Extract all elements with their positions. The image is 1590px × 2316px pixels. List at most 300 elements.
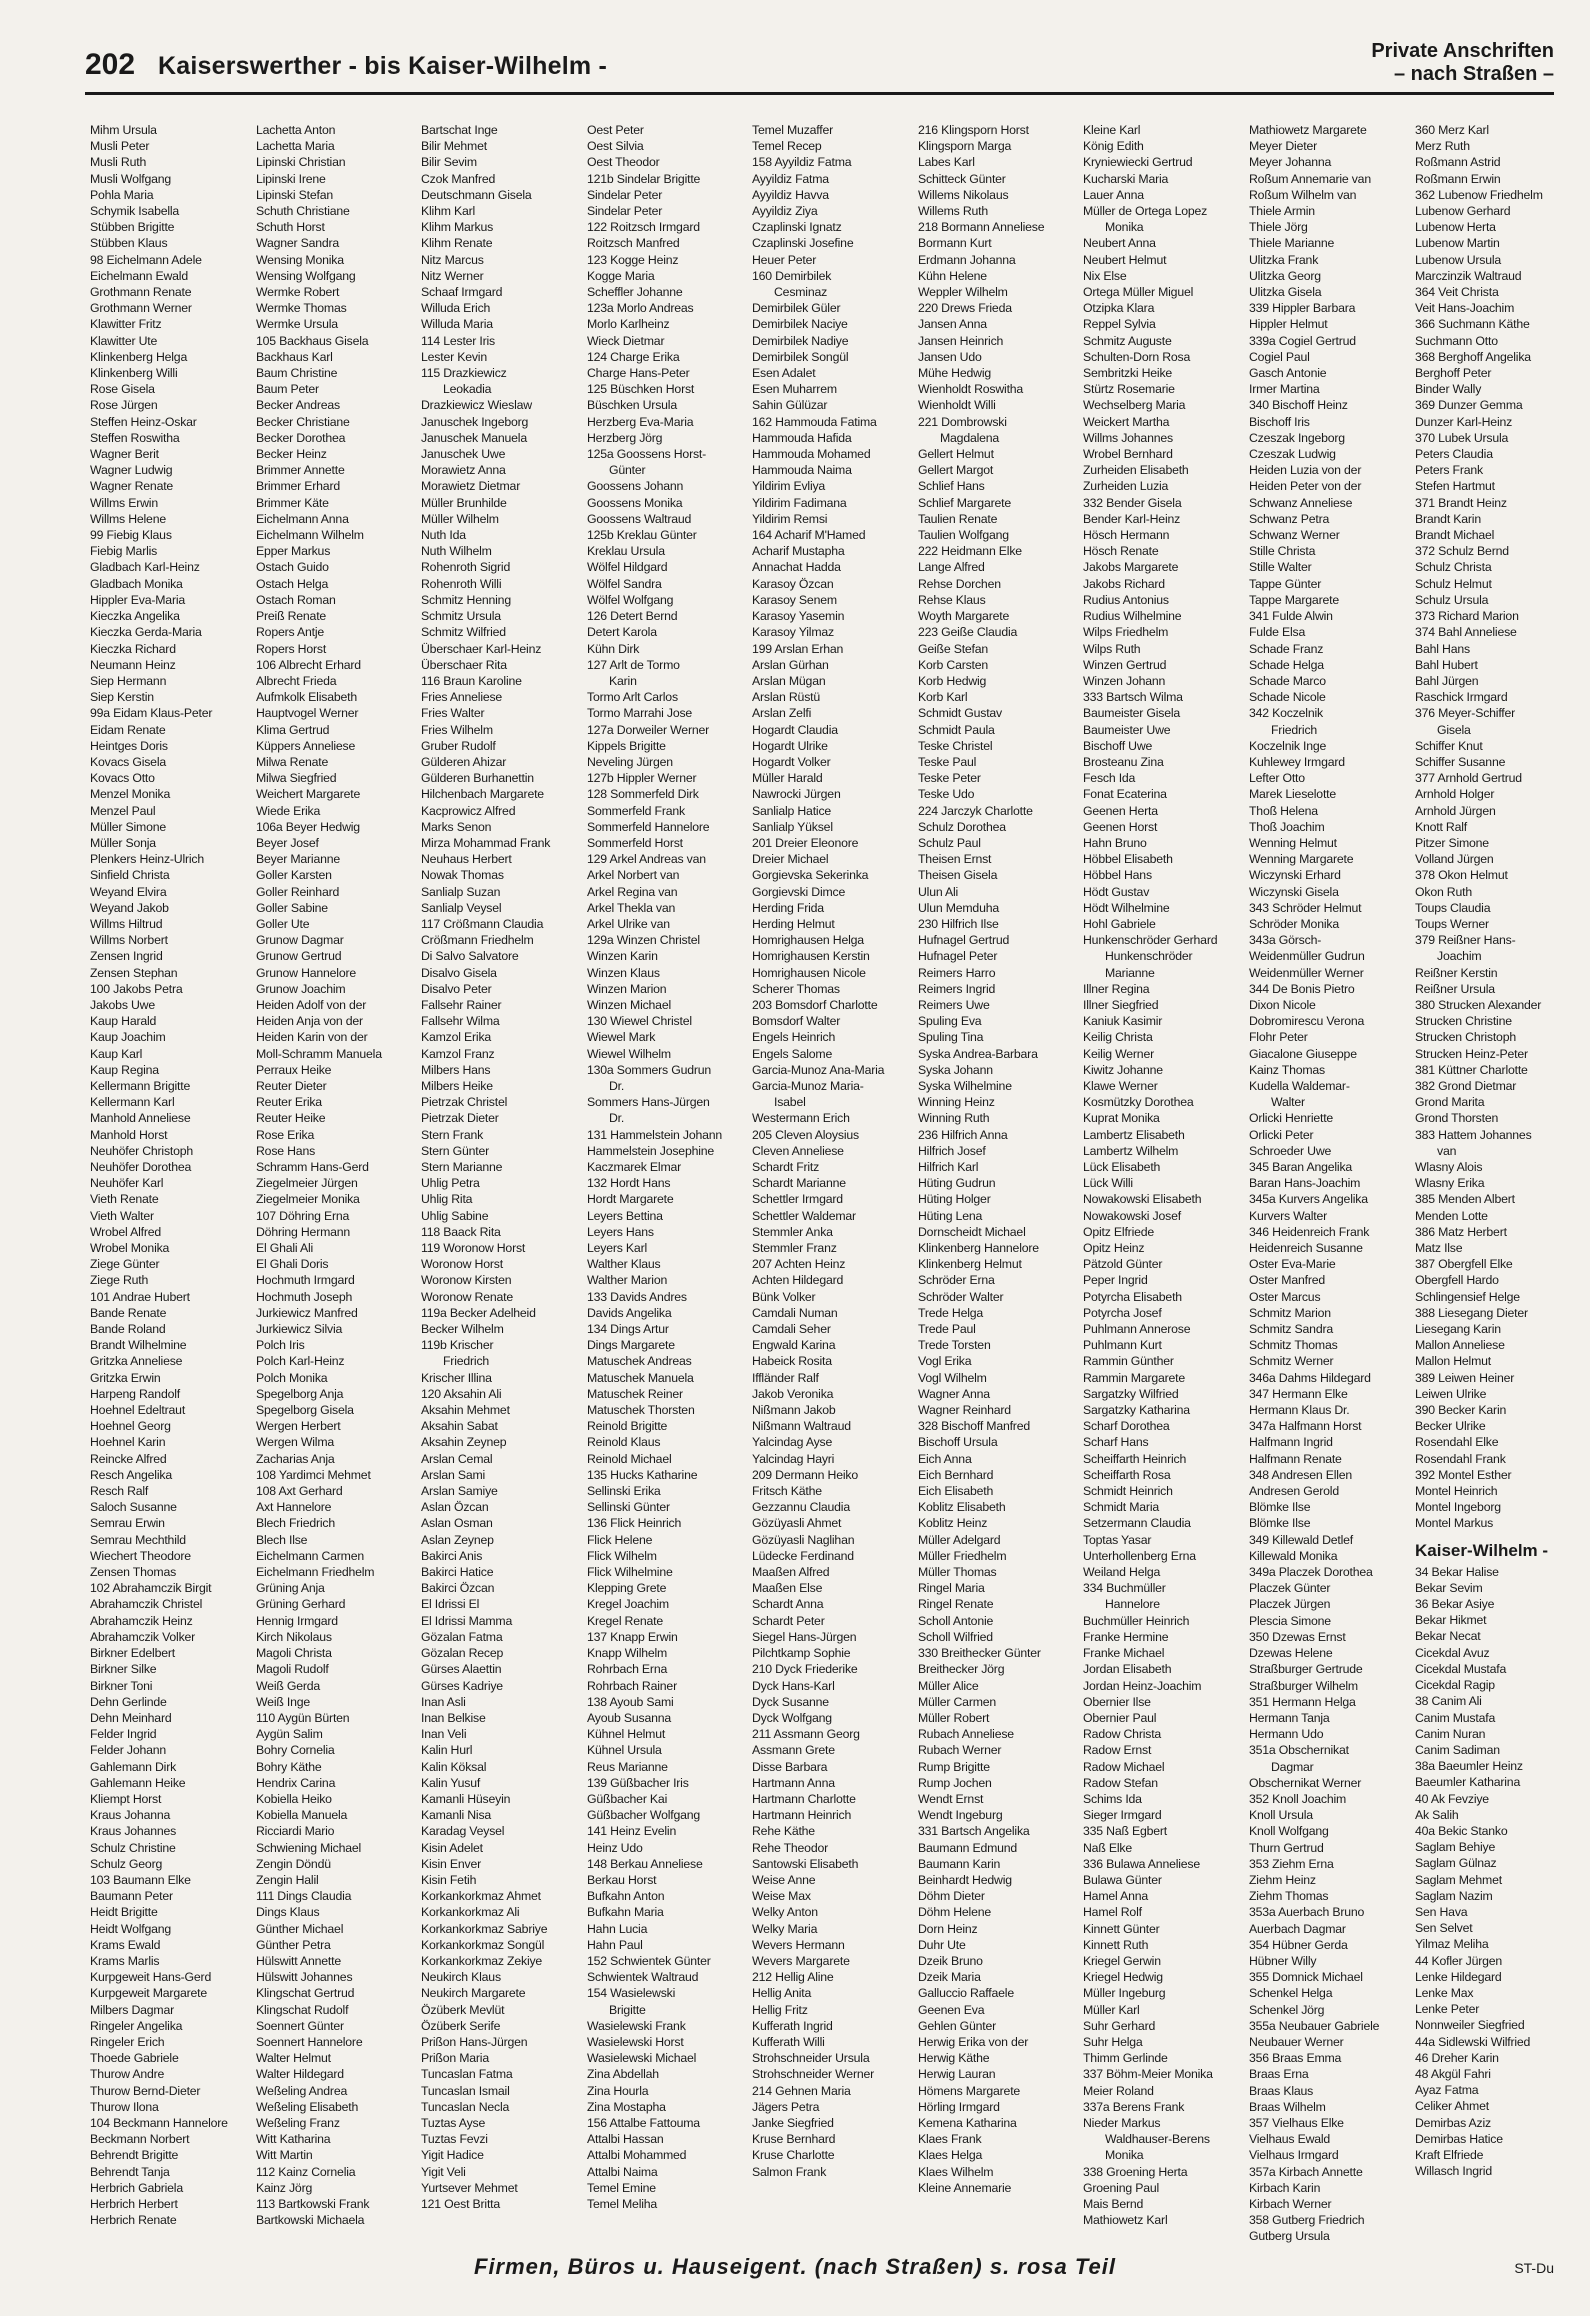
- footer-note: Firmen, Büros u. Hauseigent. (nach Straßen) s. rosa Teil: [474, 2254, 1116, 2279]
- directory-entry: Strucken Christoph: [1415, 1030, 1516, 1045]
- directory-entry: Canim Nuran: [1415, 1726, 1486, 1741]
- directory-entry: Sembritzki Heike: [1083, 366, 1173, 381]
- directory-entry: Klingschat Rudolf: [256, 2002, 349, 2017]
- directory-entry: Spuling Eva: [918, 1014, 982, 1029]
- directory-entry: Janke Siegfried: [752, 2115, 834, 2130]
- directory-entry: 360 Merz Karl: [1415, 123, 1489, 137]
- directory-entry: Meyer Johanna: [1249, 155, 1332, 170]
- directory-entry: Kühn Dirk: [587, 641, 640, 656]
- directory-entry: 113 Bartkowski Frank: [256, 2197, 370, 2211]
- directory-entry: 338 Groening Herta: [1083, 2164, 1188, 2179]
- directory-entry: Dobromirescu Verona: [1249, 1014, 1365, 1029]
- directory-entry: Nix Else: [1083, 268, 1127, 283]
- directory-entry: Kalin Hurl: [421, 1743, 473, 1758]
- directory-entry: Marek Lieselotte: [1249, 787, 1337, 802]
- directory-entry: Dings Margarete: [587, 1338, 675, 1353]
- directory-entry: Schardt Anna: [752, 1597, 824, 1612]
- directory-entry: Nitz Marcus: [421, 252, 484, 267]
- directory-entry: Attalbi Mohammed: [587, 2148, 687, 2163]
- directory-entry: 115 Drazkiewicz: [421, 366, 507, 381]
- directory-entry: Kieczka Richard: [90, 641, 176, 656]
- directory-entry: Keilig Werner: [1083, 1046, 1154, 1061]
- directory-entry: Dornscheidt Michael: [918, 1224, 1026, 1239]
- directory-entry: 99 Fiebig Klaus: [90, 528, 172, 543]
- directory-entry: Scheffler Johanne: [587, 285, 683, 300]
- directory-entry: Arslan Zelfi: [752, 706, 812, 721]
- directory-entry: Maaßen Else: [752, 1581, 823, 1596]
- directory-entry: Wiczynski Gisela: [1249, 884, 1339, 899]
- directory-entry: Wienholdt Willi: [918, 398, 996, 413]
- directory-entry: Birkner Toni: [90, 1678, 153, 1693]
- directory-entry: 203 Bomsdorf Charlotte: [752, 997, 878, 1012]
- directory-entry: Schardt Peter: [752, 1613, 825, 1628]
- directory-entry: Heiden Adolf von der: [256, 997, 367, 1012]
- directory-entry: Thiele Jörg: [1249, 220, 1308, 235]
- directory-entry: Temel Muzaffer: [752, 123, 834, 137]
- directory-entry: Heiden Anja von der: [256, 1014, 363, 1029]
- directory-entry: Hartmann Anna: [752, 1775, 835, 1790]
- directory-entry: Auerbach Dagmar: [1249, 1921, 1346, 1936]
- directory-entry: 349 Killewald Detlef: [1249, 1532, 1354, 1547]
- directory-entry: Wermke Robert: [256, 285, 340, 300]
- directory-entry: 127b Hippler Werner: [587, 771, 697, 786]
- directory-entry: Welky Maria: [752, 1921, 818, 1936]
- directory-entry: Jakobs Uwe: [90, 997, 155, 1012]
- directory-entry: Eidam Renate: [90, 722, 166, 737]
- directory-entry: Fulde Elsa: [1249, 625, 1306, 640]
- directory-entry: Hochmuth Irmgard: [256, 1273, 355, 1288]
- directory-entry: Ostach Roman: [256, 592, 336, 607]
- directory-entry: 223 Geiße Claudia: [918, 625, 1018, 640]
- directory-entry: Nieder Markus: [1083, 2115, 1161, 2130]
- directory-entry: 392 Montel Esther: [1415, 1467, 1512, 1482]
- directory-entry: 102 Abrahamczik Birgit: [90, 1581, 212, 1596]
- directory-entry: 98 Eichelmann Adele: [90, 252, 202, 267]
- directory-entry: 48 Akgül Fahri: [1415, 2066, 1491, 2081]
- directory-entry: Schiffer Susanne: [1415, 754, 1506, 769]
- directory-entry: Eich Elisabeth: [918, 1484, 994, 1499]
- directory-entry: Kaup Regina: [90, 1062, 159, 1077]
- directory-entry: Suhr Helga: [1083, 2034, 1143, 2049]
- directory-entry: Mathiowetz Karl: [1083, 2213, 1168, 2228]
- directory-entry: Aslan Osman: [421, 1516, 493, 1531]
- directory-entry: Bohry Cornelia: [256, 1743, 335, 1758]
- directory-entry: Bahl Hubert: [1415, 657, 1478, 672]
- directory-entry: El Ghali Ali: [256, 1241, 314, 1256]
- directory-entry: Wasielewski Michael: [587, 2051, 697, 2066]
- directory-entry: Krams Ewald: [90, 1937, 161, 1952]
- directory-entry: Weppler Wilhelm: [918, 285, 1008, 300]
- directory-entry: Kippels Brigitte: [587, 738, 666, 753]
- directory-entry: Knott Ralf: [1415, 819, 1467, 834]
- directory-entry: Kamanli Nisa: [421, 1808, 492, 1823]
- directory-entry: Koczelnik Inge: [1249, 738, 1327, 753]
- directory-entry: Hüting Holger: [918, 1192, 991, 1207]
- directory-entry: Flohr Peter: [1249, 1030, 1308, 1045]
- directory-entry: Charge Hans-Peter: [587, 366, 690, 381]
- directory-column-5: [752, 122, 907, 2212]
- directory-entry: 125b Kreklau Günter: [587, 528, 697, 543]
- directory-entry: Saloch Susanne: [90, 1500, 177, 1515]
- directory-entry: 340 Bischoff Heinz: [1249, 398, 1348, 413]
- directory-entry: Radow Michael: [1083, 1759, 1165, 1774]
- directory-entry: El Idrissi Mamma: [421, 1613, 513, 1628]
- directory-entry: Veit Hans-Joachim: [1415, 301, 1515, 316]
- directory-entry: Bünk Volker: [752, 1289, 816, 1304]
- directory-entry: Rose Erika: [256, 1127, 315, 1142]
- directory-entry: Trede Helga: [918, 1305, 984, 1320]
- directory-entry: Überschaer Karl-Heinz: [421, 641, 542, 656]
- directory-entry: 120 Aksahin Ali: [421, 1386, 502, 1401]
- directory-entry: 112 Kainz Cornelia: [256, 2164, 356, 2179]
- directory-entry: Hunkenschröder: [1105, 949, 1193, 964]
- directory-entry: Leyers Bettina: [587, 1208, 663, 1223]
- directory-entry: Gülderen Ahizar: [421, 754, 507, 769]
- directory-entry: Schröder Walter: [918, 1289, 1004, 1304]
- directory-entry: Baumeister Gisela: [1083, 706, 1181, 721]
- directory-entry: Birkner Edelbert: [90, 1646, 175, 1661]
- directory-entry: Baumann Peter: [90, 1889, 173, 1904]
- directory-entry: Goller Ute: [256, 916, 310, 931]
- directory-entry: Marks Senon: [421, 819, 492, 834]
- directory-entry: Kruse Bernhard: [752, 2132, 836, 2147]
- directory-entry: Willuda Maria: [421, 317, 493, 332]
- directory-entry: Rubach Werner: [918, 1743, 1002, 1758]
- directory-entry: Weiß Gerda: [256, 1678, 321, 1693]
- directory-entry: Kemena Katharina: [918, 2115, 1017, 2130]
- directory-entry: Rohenroth Willi: [421, 576, 502, 591]
- section-title-line1: Private Anschriften: [1371, 40, 1554, 62]
- directory-entry: Hülswitt Johannes: [256, 1970, 353, 1985]
- directory-entry: 123 Kogge Heinz: [587, 252, 679, 267]
- directory-entry: Sellinski Günter: [587, 1500, 670, 1515]
- directory-entry: Beyer Marianne: [256, 852, 341, 867]
- directory-entry: Goossens Waltraud: [587, 511, 692, 526]
- directory-entry: Radow Christa: [1083, 1727, 1162, 1742]
- directory-entry: Arslan Cemal: [421, 1451, 493, 1466]
- directory-entry: Mathiowetz Margarete: [1249, 123, 1367, 137]
- directory-entry: Karadag Veysel: [421, 1824, 505, 1839]
- directory-entry: Yigit Veli: [421, 2164, 466, 2179]
- directory-entry: Schlingensief Helge: [1415, 1289, 1520, 1304]
- directory-entry: Kurvers Walter: [1249, 1208, 1328, 1223]
- directory-entry: Willms Johannes: [1083, 430, 1173, 445]
- directory-entry: Hösch Hermann: [1083, 528, 1170, 543]
- directory-entry: Teske Paul: [918, 754, 977, 769]
- directory-entry: Inan Belkise: [421, 1710, 486, 1725]
- directory-entry: Sindelar Peter: [587, 187, 663, 202]
- directory-entry: 164 Acharif M'Hamed: [752, 528, 866, 543]
- directory-entry: Obernier Paul: [1083, 1710, 1157, 1725]
- directory-entry: Lange Alfred: [918, 560, 985, 575]
- directory-entry: 34 Bekar Halise: [1415, 1564, 1499, 1579]
- directory-entry: Theisen Gisela: [918, 868, 998, 883]
- directory-entry: Gladbach Karl-Heinz: [90, 560, 200, 575]
- directory-entry: Knoll Ursula: [1249, 1808, 1313, 1823]
- directory-entry: 351a Obschernikat: [1249, 1743, 1349, 1758]
- directory-entry: Plescia Simone: [1249, 1613, 1331, 1628]
- directory-entry: Klaes Helga: [918, 2148, 983, 2163]
- directory-entry: Schenkel Jörg: [1249, 2002, 1325, 2017]
- directory-entry: 382 Grond Dietmar: [1415, 1078, 1517, 1093]
- directory-entry: Gözüyasli Ahmet: [752, 1516, 842, 1531]
- directory-entry: Kalin Yusuf: [421, 1775, 481, 1790]
- street-heading: Kaiser-Wilhelm -: [1415, 1540, 1549, 1560]
- directory-entry: 370 Lubek Ursula: [1415, 430, 1509, 445]
- directory-entry: 123a Morlo Andreas: [587, 301, 694, 316]
- directory-entry: Reimers Ingrid: [918, 981, 996, 996]
- directory-entry: Klinkenberg Willi: [90, 366, 178, 381]
- directory-entry: Heidenreich Susanne: [1249, 1241, 1363, 1256]
- directory-entry: Vogl Erika: [918, 1354, 972, 1369]
- directory-entry: Schwiening Michael: [256, 1840, 362, 1855]
- directory-entry: Korb Carsten: [918, 657, 989, 672]
- directory-entry: Matz Ilse: [1415, 1241, 1463, 1256]
- directory-entry: Wergen Wilma: [256, 1435, 335, 1450]
- directory-entry: Kamzol Erika: [421, 1030, 492, 1045]
- directory-entry: Czeszak Ludwig: [1249, 447, 1336, 462]
- directory-entry: Januschek Ingeborg: [421, 414, 529, 429]
- directory-entry: Hahn Bruno: [1083, 835, 1147, 850]
- directory-entry: Klingschat Gertrud: [256, 1986, 355, 2001]
- directory-entry: Kreklau Ursula: [587, 544, 665, 559]
- directory-entry: Becker Andreas: [256, 398, 341, 413]
- directory-entry: 218 Bormann Anneliese: [918, 220, 1045, 235]
- directory-entry: Schiffer Knut: [1415, 738, 1483, 753]
- directory-entry: Blech Friedrich: [256, 1516, 336, 1531]
- directory-entry: 160 Demirbilek: [752, 268, 832, 283]
- directory-entry: Bande Renate: [90, 1305, 167, 1320]
- directory-entry: Camdali Seher: [752, 1322, 831, 1337]
- directory-entry: Jurkiewicz Silvia: [256, 1322, 343, 1337]
- directory-entry: 205 Cleven Aloysius: [752, 1127, 859, 1142]
- directory-entry: Achten Hildegard: [752, 1273, 844, 1288]
- directory-entry: Ulitzka Gisela: [1249, 285, 1322, 300]
- directory-entry: Beckmann Norbert: [90, 2132, 190, 2147]
- directory-entry: Willems Ruth: [918, 204, 989, 219]
- directory-entry: Knapp Wilhelm: [587, 1646, 668, 1661]
- directory-entry: Ayoub Susanna: [587, 1710, 672, 1725]
- directory-entry: Tuztas Fevzi: [421, 2132, 488, 2147]
- directory-entry: Baumeister Uwe: [1083, 722, 1171, 737]
- directory-entry: Klima Gertrud: [256, 722, 330, 737]
- directory-entry: Goossens Johann: [587, 479, 684, 494]
- directory-entry: Aslan Zeynep: [421, 1532, 494, 1547]
- directory-entry: Ulitzka Georg: [1249, 268, 1321, 283]
- directory-entry: Kregel Renate: [587, 1613, 664, 1628]
- directory-entry: 207 Achten Heinz: [752, 1257, 846, 1272]
- directory-entry: 133 Davids Andres: [587, 1289, 687, 1304]
- directory-entry: Thiele Marianne: [1249, 236, 1335, 251]
- directory-entry: Korkankorkmaz Ali: [421, 1905, 520, 1920]
- directory-entry: Oster Eva-Marie: [1249, 1257, 1336, 1272]
- directory-entry: Reißner Ursula: [1415, 981, 1495, 996]
- directory-entry: Milwa Renate: [256, 754, 329, 769]
- directory-entry: Baum Peter: [256, 382, 319, 397]
- directory-entry: Müller Ingeburg: [1083, 1986, 1166, 2001]
- directory-entry: Wevers Margarete: [752, 1953, 850, 1968]
- directory-entry: Ringel Maria: [918, 1581, 985, 1596]
- directory-entry: Blömke Ilse: [1249, 1500, 1311, 1515]
- directory-entry: Reincke Alfred: [90, 1451, 167, 1466]
- directory-entry: Willms Erwin: [90, 495, 158, 510]
- directory-entry: 222 Heidmann Elke: [918, 544, 1022, 559]
- directory-entry: 40 Ak Fevziye: [1415, 1791, 1489, 1806]
- directory-entry: Becker Wilhelm: [421, 1322, 504, 1337]
- directory-entry: Dyck Susanne: [752, 1694, 829, 1709]
- directory-entry: Weickert Martha: [1083, 414, 1170, 429]
- directory-entry: Willms Norbert: [90, 933, 168, 948]
- directory-entry: Esen Adalet: [752, 366, 816, 381]
- directory-entry: 106 Albrecht Erhard: [256, 657, 361, 672]
- directory-entry: Bufkahn Anton: [587, 1889, 665, 1904]
- directory-entry: Teske Udo: [918, 787, 975, 802]
- directory-entry: Brandt Wilhelmine: [90, 1338, 187, 1353]
- directory-entry: Abrahamczik Christel: [90, 1597, 203, 1612]
- directory-entry: Kieczka Gerda-Maria: [90, 625, 202, 640]
- directory-entry: Siep Kerstin: [90, 690, 154, 705]
- directory-entry: Scholl Wilfried: [918, 1629, 993, 1644]
- directory-entry: Teske Peter: [918, 771, 981, 786]
- directory-entry: 135 Hucks Katharine: [587, 1467, 698, 1482]
- directory-entry: Hordt Margarete: [587, 1192, 674, 1207]
- directory-entry: 373 Richard Marion: [1415, 609, 1519, 624]
- directory-entry: Kieczka Angelika: [90, 609, 180, 624]
- directory-entry: Koblitz Elisabeth: [918, 1500, 1006, 1515]
- directory-entry: Demirbilek Songül: [752, 349, 849, 364]
- directory-entry: Stübben Klaus: [90, 236, 168, 251]
- directory-entry: Sanlialp Veysel: [421, 900, 502, 915]
- directory-entry: Blömke Ilse: [1249, 1516, 1311, 1531]
- directory-entry: 162 Hammouda Fatima: [752, 414, 877, 429]
- directory-entry: 108 Yardimci Mehmet: [256, 1467, 371, 1482]
- directory-entry: Hufnagel Gertrud: [918, 933, 1010, 948]
- directory-entry: Wölfel Wolfgang: [587, 592, 674, 607]
- directory-entry: Arnhold Holger: [1415, 787, 1495, 802]
- directory-entry: Jurkiewicz Manfred: [256, 1305, 358, 1320]
- directory-entry: Rose Jürgen: [90, 398, 158, 413]
- directory-entry: Sen Selvet: [1415, 1921, 1473, 1936]
- directory-entry: Woyth Margarete: [918, 609, 1010, 624]
- directory-entry: Czaplinski Josefine: [752, 236, 854, 251]
- directory-entry: Czok Manfred: [421, 171, 496, 186]
- directory-entry: Polch Iris: [256, 1338, 305, 1353]
- directory-entry: Saglam Mehmet: [1415, 1872, 1502, 1887]
- directory-entry: Schwanz Anneliese: [1249, 495, 1353, 510]
- directory-entry: Saglam Nazim: [1415, 1888, 1493, 1903]
- directory-entry: Kamzol Franz: [421, 1046, 495, 1061]
- directory-entry: Becker Christiane: [256, 414, 350, 429]
- directory-entry: Potyrcha Josef: [1083, 1305, 1162, 1320]
- directory-entry: Gezzannu Claudia: [752, 1500, 850, 1515]
- directory-entry: Hüting Gudrun: [918, 1176, 996, 1191]
- directory-entry: Güßbacher Kai: [587, 1791, 668, 1806]
- directory-entry: Cicekdal Ragip: [1415, 1678, 1495, 1693]
- directory-entry: 116 Braun Karoline: [421, 673, 522, 688]
- directory-entry: Disalvo Gisela: [421, 965, 497, 980]
- directory-entry: Müller Thomas: [918, 1565, 997, 1580]
- directory-entry: Müller Robert: [918, 1710, 990, 1725]
- directory-entry: Musli Peter: [90, 139, 150, 154]
- directory-entry: Lubenow Gerhard: [1415, 204, 1511, 219]
- directory-entry: Hippler Helmut: [1249, 317, 1328, 332]
- directory-entry: Grunow Gertrud: [256, 949, 342, 964]
- directory-entry: Neveling Jürgen: [587, 754, 673, 769]
- directory-entry: Klaes Frank: [918, 2132, 982, 2147]
- directory-entry: Schmidt Heinrich: [1083, 1484, 1173, 1499]
- directory-entry: Flick Helene: [587, 1532, 653, 1547]
- directory-entry: Dunzer Karl-Heinz: [1415, 414, 1513, 429]
- directory-entry: Heiden Peter von der: [1249, 479, 1362, 494]
- directory-entry: 236 Hilfrich Anna: [918, 1127, 1008, 1142]
- directory-entry: Bender Karl-Heinz: [1083, 511, 1181, 526]
- directory-entry: Schardt Marianne: [752, 1176, 846, 1191]
- directory-entry: Neubauer Werner: [1249, 2034, 1344, 2049]
- directory-entry: 355a Neubauer Gabriele: [1249, 2018, 1380, 2033]
- directory-entry: Nißmann Jakob: [752, 1403, 836, 1418]
- directory-entry: Özüberk Mevlüt: [421, 2002, 505, 2017]
- directory-entry: Stefen Hartmut: [1415, 479, 1495, 494]
- directory-entry: Menzel Monika: [90, 787, 171, 802]
- directory-entry: Milbers Dagmar: [90, 2002, 174, 2017]
- directory-entry: Dagmar: [1271, 1759, 1314, 1774]
- directory-entry: 211 Assmann Georg: [752, 1727, 860, 1742]
- directory-entry: Ulitzka Frank: [1249, 252, 1319, 267]
- directory-entry: Wagner Berit: [90, 447, 159, 462]
- directory-entry: 129 Arkel Andreas van: [587, 852, 706, 867]
- directory-entry: Mirza Mohammad Frank: [421, 835, 551, 850]
- directory-entry: Hahn Lucia: [587, 1921, 648, 1936]
- directory-entry: Baran Hans-Joachim: [1249, 1176, 1361, 1191]
- section-title: [1371, 40, 1554, 86]
- directory-entry: Sanlialp Hatice: [752, 803, 832, 818]
- directory-entry: Cogiel Paul: [1249, 349, 1310, 364]
- directory-entry: Siep Hermann: [90, 673, 167, 688]
- directory-entry: Cicekdal Avuz: [1415, 1645, 1490, 1660]
- directory-entry: Sargatzky Katharina: [1083, 1403, 1190, 1418]
- directory-entry: Yalcindag Hayri: [752, 1451, 835, 1466]
- directory-entry: Bischoff Uwe: [1083, 738, 1153, 753]
- directory-entry: 389 Leiwen Heiner: [1415, 1370, 1515, 1385]
- directory-entry: Albrecht Frieda: [256, 673, 337, 688]
- directory-entry: 199 Arslan Erhan: [752, 641, 844, 656]
- directory-entry: Mühe Hedwig: [918, 366, 991, 381]
- directory-entry: Lück Willi: [1083, 1176, 1133, 1191]
- directory-entry: Zensen Thomas: [90, 1565, 177, 1580]
- directory-entry: Grond Marita: [1415, 1095, 1485, 1110]
- directory-entry: Brimmer Erhard: [256, 479, 340, 494]
- directory-entry: Reinold Michael: [587, 1451, 672, 1466]
- directory-entry: Hoehnel Georg: [90, 1419, 171, 1434]
- directory-entry: Lambertz Elisabeth: [1083, 1127, 1185, 1142]
- directory-entry: Kobiella Manuela: [256, 1808, 348, 1823]
- directory-entry: Schulz Paul: [918, 835, 981, 850]
- directory-entry: 380 Strucken Alexander: [1415, 997, 1542, 1012]
- directory-entry: Ulun Memduha: [918, 900, 999, 915]
- directory-entry: Arslan Rüstü: [752, 690, 820, 705]
- directory-entry: Hülswitt Annette: [256, 1953, 341, 1968]
- directory-entry: Witt Katharina: [256, 2132, 331, 2147]
- directory-entry: Ropers Antje: [256, 625, 325, 640]
- directory-entry: Kosmützky Dorothea: [1083, 1095, 1194, 1110]
- directory-entry: 358 Gutberg Friedrich: [1249, 2213, 1365, 2228]
- directory-entry: Rosendahl Elke: [1415, 1435, 1499, 1450]
- directory-entry: Winzen Johann: [1083, 673, 1166, 688]
- directory-entry: Schuth Christiane: [256, 204, 350, 219]
- directory-entry: Duhr Ute: [918, 1937, 966, 1952]
- directory-entry: Scholl Antonie: [918, 1613, 994, 1628]
- directory-entry: Zacharias Anja: [256, 1451, 335, 1466]
